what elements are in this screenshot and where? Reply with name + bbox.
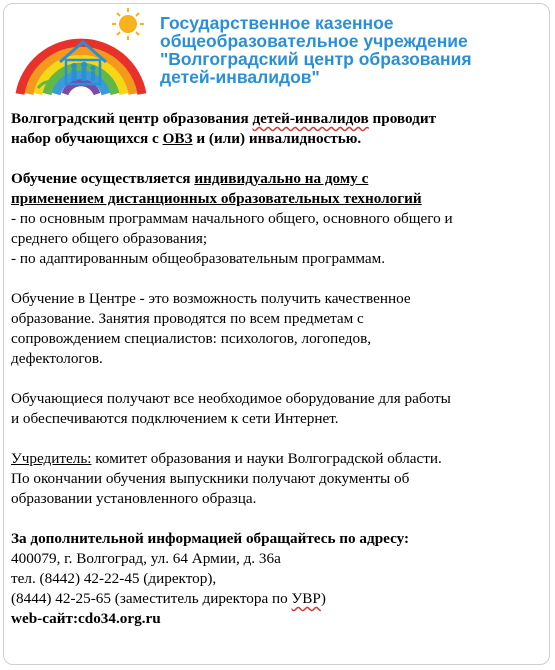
contacts-phone-director: тел. (8442) 42-22-45 (директор), bbox=[11, 570, 217, 587]
intro-line-1 bbox=[11, 109, 549, 129]
center-line: образование. Занятия проводятся по всем предметам с bbox=[11, 310, 364, 327]
phone-text: ) bbox=[320, 590, 326, 607]
org-name-line: детей-инвалидов" bbox=[160, 67, 320, 87]
graduation-line: По окончании обучения выпускники получают документы об bbox=[11, 470, 410, 487]
contacts-website: web-сайт:cdo34.org.ru bbox=[11, 610, 161, 627]
phone-uvr: УВР bbox=[291, 590, 321, 607]
training-emphasis: индивидуально на дому с bbox=[194, 170, 369, 187]
intro-line-2 bbox=[11, 129, 549, 149]
center-line: дефектологов. bbox=[11, 350, 103, 367]
intro-text: Волгоградский центр образования bbox=[11, 110, 253, 127]
equipment-line: и обеспечиваются подключением к сети Интернет. bbox=[11, 410, 339, 427]
organization-name bbox=[160, 14, 550, 86]
org-name-line: Государственное казенное bbox=[160, 13, 394, 33]
rainbow-logo-icon bbox=[8, 2, 154, 98]
contacts-heading: За дополнительной информацией обращайтесь по адресу: bbox=[11, 530, 410, 547]
founder-line bbox=[11, 449, 549, 469]
training-lead: Обучение осуществляется bbox=[11, 170, 195, 187]
intro-text: и (или) инвалидностью. bbox=[192, 130, 362, 147]
equipment-line: Обучающиеся получают все необходимое оборудование для работы bbox=[11, 390, 451, 407]
training-line-1 bbox=[11, 169, 549, 189]
intro-ovz: ОВЗ bbox=[162, 130, 193, 147]
intro-highlight: детей-инвалидов bbox=[252, 110, 369, 127]
founder-label: Учредитель: bbox=[11, 450, 92, 467]
header bbox=[0, 0, 555, 100]
training-item-1: - по основным программам начального общего, основного общего и bbox=[11, 210, 453, 227]
intro-text: проводит bbox=[368, 110, 437, 127]
founder-text: комитет образования и науки Волгоградской области. bbox=[91, 450, 442, 467]
phone-text: (8444) 42-25-65 (заместитель директора по bbox=[11, 590, 292, 607]
center-line: сопровождением специалистов: психологов, логопедов, bbox=[11, 330, 372, 347]
training-item-1-cont: среднего общего образования; bbox=[11, 230, 208, 247]
contacts-address: 400079, г. Волгоград, ул. 64 Армии, д. 36а bbox=[11, 550, 281, 567]
training-line-2: применением дистанционных образовательных технологий bbox=[11, 190, 422, 207]
contacts-phone-deputy bbox=[11, 589, 549, 609]
training-item-2: - по адаптированным общеобразовательным программам. bbox=[11, 250, 386, 267]
graduation-line: образовании установленного образца. bbox=[11, 490, 257, 507]
center-line: Обучение в Центре - это возможность получить качественное bbox=[11, 290, 411, 307]
flyer-body bbox=[11, 109, 549, 629]
org-name-line: общеобразовательное учреждение bbox=[160, 31, 468, 51]
org-name-line: "Волгоградский центр образования bbox=[160, 49, 472, 69]
intro-text: набор обучающихся с bbox=[11, 130, 163, 147]
